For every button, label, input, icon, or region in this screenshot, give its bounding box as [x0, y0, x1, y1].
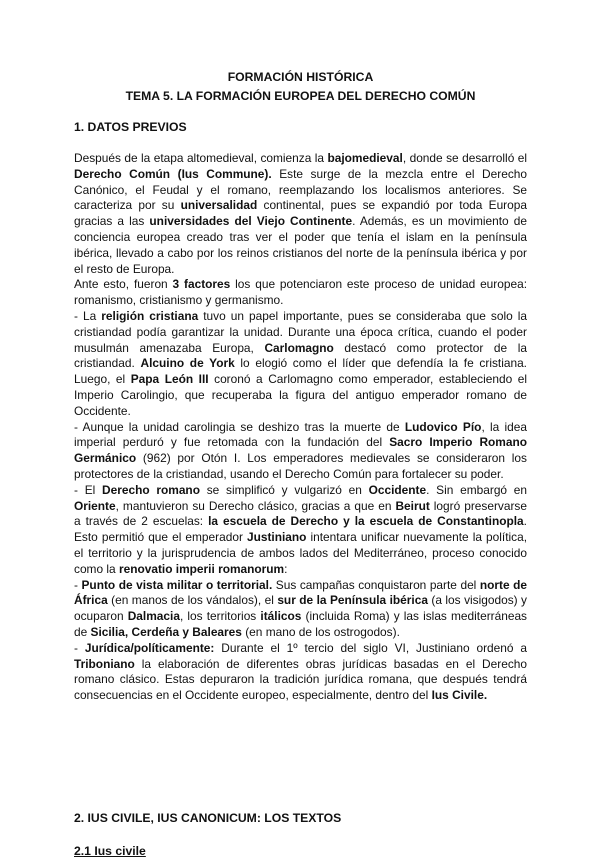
subsection-heading-ius-civile: 2.1 Ius civile: [74, 844, 146, 858]
document-titles: [74, 69, 527, 104]
paragraph-factores: Ante esto, fueron 3 factores los que potenciaron este proceso de unidad europea: romanismo, cristianismo y germanismo.: [74, 277, 528, 308]
section-heading-ius-civile: 2. IUS CIVILE, IUS CANONICUM: LOS TEXTOS: [74, 811, 342, 825]
section-heading-datos-previos: 1. DATOS PREVIOS: [74, 120, 187, 134]
document-title: FORMACIÓN HISTÓRICA: [227, 70, 374, 84]
document-subtitle: TEMA 5. LA FORMACIÓN EUROPEA DEL DERECHO COMÚN: [125, 89, 476, 103]
paragraph-militar: - Punto de vista militar o territorial. Sus campañas conquistaron parte del norte de África (en manos de los vándalos), el sur de la Península ibérica (a los visigodos) y ocuparon Dalmacia, los territorios itálicos (incluida Roma) y las islas mediterráneas de Sicilia, Cerdeña y Baleares (en mano de los ostrogodos).: [74, 577, 528, 639]
paragraph-derecho-romano: - El Derecho romano se simplificó y vulgarizó en Occidente. Sin embargó en Oriente, mantuvieron su Derecho clásico, gracias a que en Beirut logró preservarse a través de 2 escuelas: la escuela de Derecho y la escuela de Constantinopla. Esto permitió que el emperador Justiniano intentara unificar nuevamente la política, el territorio y la jurisprudencia de ambos lados del Mediterráneo, proceso conocido como la renovatio imperii romanorum:: [74, 482, 528, 576]
paragraph-imperio: - Aunque la unidad carolingia se deshizo tras la muerte de Ludovico Pío, la idea imperial perduró y fue retomada con la fundación del Sacro Imperio Romano Germánico (962) por Otón I. Los emperadores medievales se consideraron los protectores de la cristiandad, usando el Derecho Común para fortalecer su poder.: [74, 419, 528, 481]
section-body: [74, 151, 527, 704]
paragraph-juridica: - Jurídica/políticamente: Durante el 1º tercio del siglo VI, Justiniano ordenó a Triboniano la elaboración de diferentes obras jurídicas basadas en el Derecho romano clásico. Estas depuraron la tradición jurídica romana, que después tendrá consecuencias en el Occidente europeo, especialmente, dentro del Ius Civile.: [74, 640, 527, 703]
paragraph-religion: - La religión cristiana tuvo un papel importante, pues se consideraba que solo la cristiandad podía garantizar la unidad. Durante una época crítica, cuando el poder musulmán amenazaba Europa, Carlomagno destacó como protector de la cristiandad. Alcuino de York lo elogió como el líder que defendía la fe cristiana. Luego, el Papa León III coronó a Carlomagno como emperador, estableciendo el Imperio Carolingio, que recuperaba la figura del antiguo emperador romano de Occidente.: [74, 308, 528, 418]
paragraph-intro: Después de la etapa altomedieval, comienza la bajomedieval, donde se desarrolló el Derecho Común (Ius Commune). Este surge de la mezcla entre el Derecho Canónico, el Feudal y el romano, reemplazando los localismos anteriores. Se caracteriza por su universalidad continental, pues se expandió por toda Europa gracias a las universidades del Viejo Continente. Además, es un movimiento de conciencia europea creado tras ver el poder que tenía el islam en la península ibérica, llevado a cabo por los reinos cristianos del norte de la península ibérica y por el resto de Europa.: [74, 151, 527, 276]
